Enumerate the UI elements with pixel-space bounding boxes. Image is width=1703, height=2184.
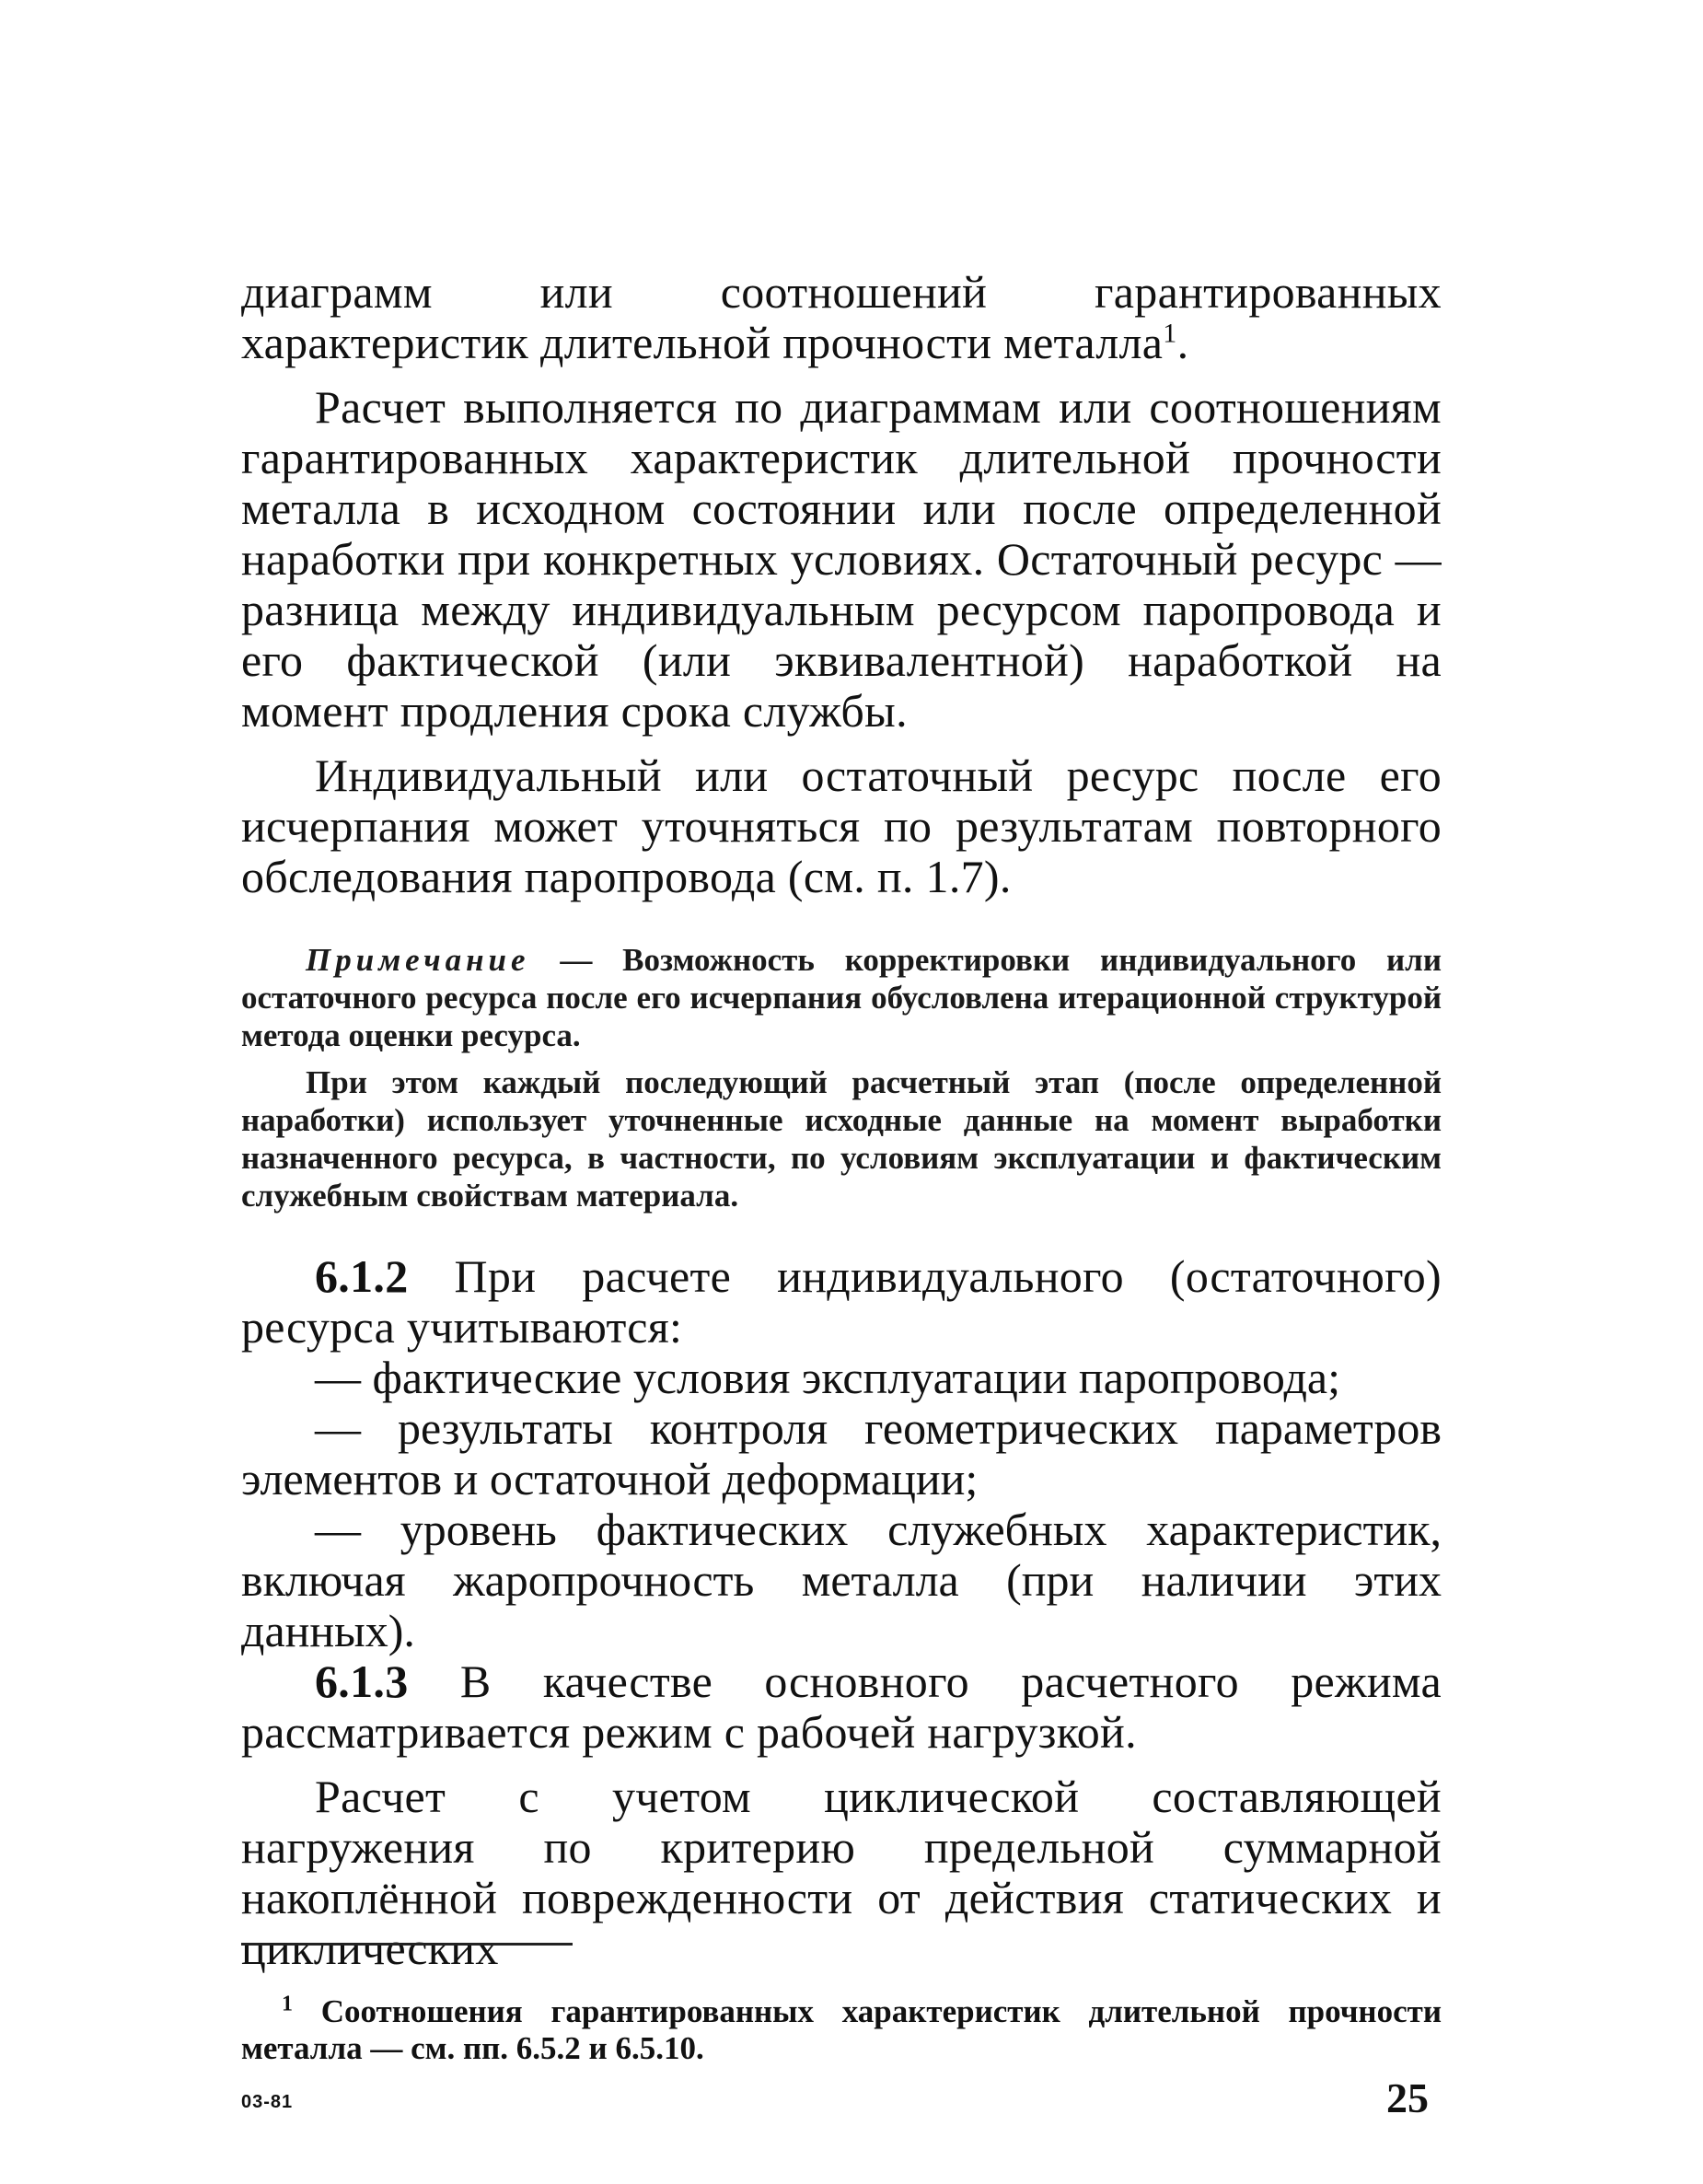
print-code: 03-81 <box>241 2092 294 2112</box>
list-item: — результаты контроля геометрических параметров элементов и остаточной деформации; <box>241 1402 1442 1504</box>
page-number: 25 <box>1386 2074 1429 2121</box>
main-text <box>241 267 1442 1974</box>
section-6-1-3 <box>241 1656 1442 1974</box>
section-6-1-3-text <box>241 1656 1442 1758</box>
footnote-reference: 1 <box>1163 318 1177 349</box>
note-paragraph-1 <box>241 941 1442 1054</box>
section-6-1-2-intro <box>241 1251 1442 1353</box>
paragraph-continuation <box>241 267 1442 368</box>
note-paragraph-2: При этом каждый последующий расчетный этап (после определенной наработки) использует уточненные исходные данные на момент выработки назначенного ресурса, в частности, по условиям эксплуатации и фактическим служебным свойствам материала. <box>241 1064 1442 1214</box>
paragraph-end: . <box>1176 317 1189 368</box>
section-intro-text: При расчете индивидуального (остаточного) ресурса учитываются: <box>241 1250 1442 1353</box>
section-number: 6.1.2 <box>315 1250 409 1302</box>
paragraph-calculation: Расчет выполняется по диаграммам или соотношениям гарантированных характеристик длительной прочности металла в исходном состоянии или после определенной наработки при конкретных условиях. Остаточный ресурс — разница между индивидуальным ресурсом паропровода и его фактической (или эквивалентной) наработкой на момент продления срока службы. <box>241 381 1442 737</box>
section-text: В качестве основного расчетного режима рассматривается режим с рабочей нагрузкой. <box>241 1655 1442 1758</box>
list-item: — фактические условия эксплуатации паропровода; <box>315 1352 1340 1403</box>
section-6-1-2 <box>241 1251 1442 1656</box>
list-item: — уровень фактических служебных характеристик, включая жаропрочность металла (при наличии этих данных). <box>241 1504 1442 1656</box>
footnote <box>241 1993 1442 2067</box>
note-block <box>241 941 1442 1214</box>
note-label: Примечание <box>306 942 530 978</box>
paragraph-residual-resource: Индивидуальный или остаточный ресурс после его исчерпания может уточняться по результатам повторного обследования паропровода (см. п. 1.7). <box>241 749 1442 902</box>
paragraph-text: диаграмм или соотношений гарантированных характеристик длительной прочности металла <box>241 266 1442 368</box>
section-number: 6.1.3 <box>315 1655 409 1707</box>
footnote-text: Соотношения гарантированных характеристик длительной прочности металла — см. пп. 6.5.2 и 6.5.10. <box>241 1993 1442 2066</box>
footnote-divider <box>241 1943 573 1946</box>
note-text-1: — Возможность корректировки индивидуального или остаточного ресурса после его исчерпания обусловлена итерационной структурой метода оценки ресурса. <box>241 942 1442 1053</box>
paragraph-cyclic-calculation: Расчет с учетом циклической составляющей нагружения по критерию предельной суммарной накоплённой поврежденности от действия статических и циклических <box>241 1771 1442 1974</box>
footnote-marker: 1 <box>282 1992 293 2016</box>
